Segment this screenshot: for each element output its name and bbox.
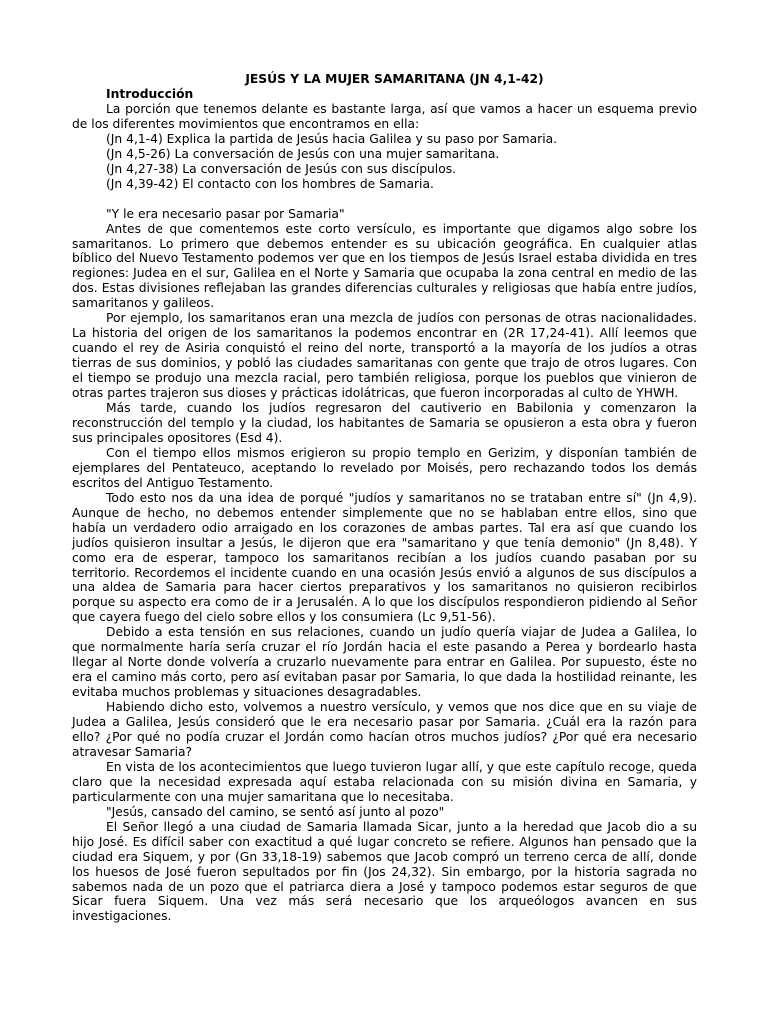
body-paragraph: El Señor llegó a una ciudad de Samaria llamada Sicar, junto a la heredad que Jacob dio a su hijo José. Es difícil saber con exactitud a qué lugar concreto se refiere. Algunos han pensado que la ciudad era Siquem, y por (Gn 33,18-19) sabemos que Jacob compró un terreno cerca de allí, donde los huesos de José fueron sepultados por fin (Jos 24,32). Sin embargo, por la historia sagrada no sabemos nada de un pozo que el patriarca diera a José y tampoco podemos estar seguros de que Sicar fuera Siquem. Una vez más será necesario que los arqueólogos avancen en sus investigaciones. (72, 819, 697, 924)
outline-list (72, 132, 697, 192)
intro-heading: Introducción (106, 86, 194, 101)
document-title: JESÚS Y LA MUJER SAMARITANA (JN 4,1-42) (245, 72, 544, 86)
body-paragraph: En vista de los acontecimientos que luego tuvieron lugar allí, y que este capítulo recoge, queda claro que la necesidad expresada aquí estaba relacionada con su misión divina en Samaria, y particularmente con una mujer samaritana que lo necesitaba. (72, 759, 697, 804)
document-page (72, 72, 697, 924)
section-quote-heading: "Y le era necesario pasar por Samaria" (106, 206, 345, 221)
outline-item: (Jn 4,1-4) Explica la partida de Jesús hacia Galilea y su paso por Samaria. (106, 131, 558, 146)
body-paragraph: Habiendo dicho esto, volvemos a nuestro versículo, y vemos que nos dice que en su viaje de Judea a Galilea, Jesús consideró que le era necesario pasar por Samaria. ¿Cuál era la razón para ello? ¿Por qué no podía cruzar el Jordán como hacían otros muchos judíos? ¿Por qué era necesario atravesar Samaria? (72, 700, 697, 759)
body-paragraph: Antes de que comentemos este corto versículo, es importante que digamos algo sobre los samaritanos. Lo primero que debemos entender es su ubicación geográfica. En cualquier atlas bíblico del Nuevo Testamento podemos ver que en los tiempos de Jesús Israel estaba dividida en tres regiones: Judea en el sur, Galilea en el Norte y Samaria que ocupaba la zona central en medio de las dos. Estas divisiones reflejaban las grandes diferencias culturales y religiosas que había entre judíos, samaritanos y galileos. (72, 221, 697, 311)
blank-line (72, 192, 697, 207)
section-quote-heading: "Jesús, cansado del camino, se sentó así junto al pozo" (106, 804, 445, 819)
body-paragraph: Todo esto nos da una idea de porqué "judíos y samaritanos no se trataban entre sí" (Jn 4,9). Aunque de hecho, no debemos entender simplemente que no se hablaban entre ellos, sino que había un verdadero odio arraigado en los corazones de ambas partes. Tal era así que cuando los judíos quisieron insultar a Jesús, le dijeron que era "samaritano y que tenía demonio" (Jn 8,48). Y como era de esperar, tampoco los samaritanos recibían a los judíos cuando pasaban por su territorio. Recordemos el incidente cuando en una ocasión Jesús envió a algunos de sus discípulos a una aldea de Samaria para hacer ciertos preparativos y los samaritanos no quisieron recibirlos porque su aspecto era como de ir a Jerusalén. A lo que los discípulos respondieron pidiendo al Señor que cayera fuego del cielo sobre ellos y los consumiera (Lc 9,51-56). (72, 490, 697, 625)
body-paragraph: Más tarde, cuando los judíos regresaron del cautiverio en Babilonia y comenzaron la reconstrucción del templo y la ciudad, los habitantes de Samaria se opusieron a esta obra y fueron sus principales opositores (Esd 4). (72, 401, 697, 445)
intro-paragraph: La porción que tenemos delante es bastante larga, así que vamos a hacer un esquema previo de los diferentes movimientos que encontramos en ella: (72, 101, 697, 131)
outline-item: (Jn 4,39-42) El contacto con los hombres de Samaria. (106, 176, 434, 191)
outline-item: (Jn 4,27-38) La conversación de Jesús con sus discípulos. (106, 161, 457, 176)
body-paragraph: Debido a esta tensión en sus relaciones, cuando un judío quería viajar de Judea a Galilea, lo que normalmente haría sería cruzar el río Jordán hacia el este pasando a Perea y bordearlo hasta llegar al Norte donde volvería a cruzarlo nuevamente para entrar en Galilea. Por supuesto, éste no era el camino más corto, pero así evitaban pasar por Samaria, lo que dada la hostilidad reinante, les evitaba muchos problemas y situaciones desagradables. (72, 625, 697, 700)
body-paragraph: Con el tiempo ellos mismos erigieron su propio templo en Gerizim, y disponían también de ejemplares del Pentateuco, aceptando lo revelado por Moisés, pero rechazando todos los demás escritos del Antiguo Testamento. (72, 445, 697, 490)
outline-item: (Jn 4,5-26) La conversación de Jesús con una mujer samaritana. (106, 146, 500, 161)
body-paragraph: Por ejemplo, los samaritanos eran una mezcla de judíos con personas de otras nacionalidades. La historia del origen de los samaritanos la podemos encontrar en (2R 17,24-41). Allí leemos que cuando el rey de Asiria conquistó el reino del norte, transportó a la mayoría de los judíos a otras tierras de sus dominios, y pobló las ciudades samaritanas con gente que trajo de otros lugares. Con el tiempo se produjo una mezcla racial, pero también religiosa, porque los pueblos que vinieron de otras partes trajeron sus dioses y prácticas idolátricas, que fueron incorporadas al culto de YHWH. (72, 311, 697, 401)
